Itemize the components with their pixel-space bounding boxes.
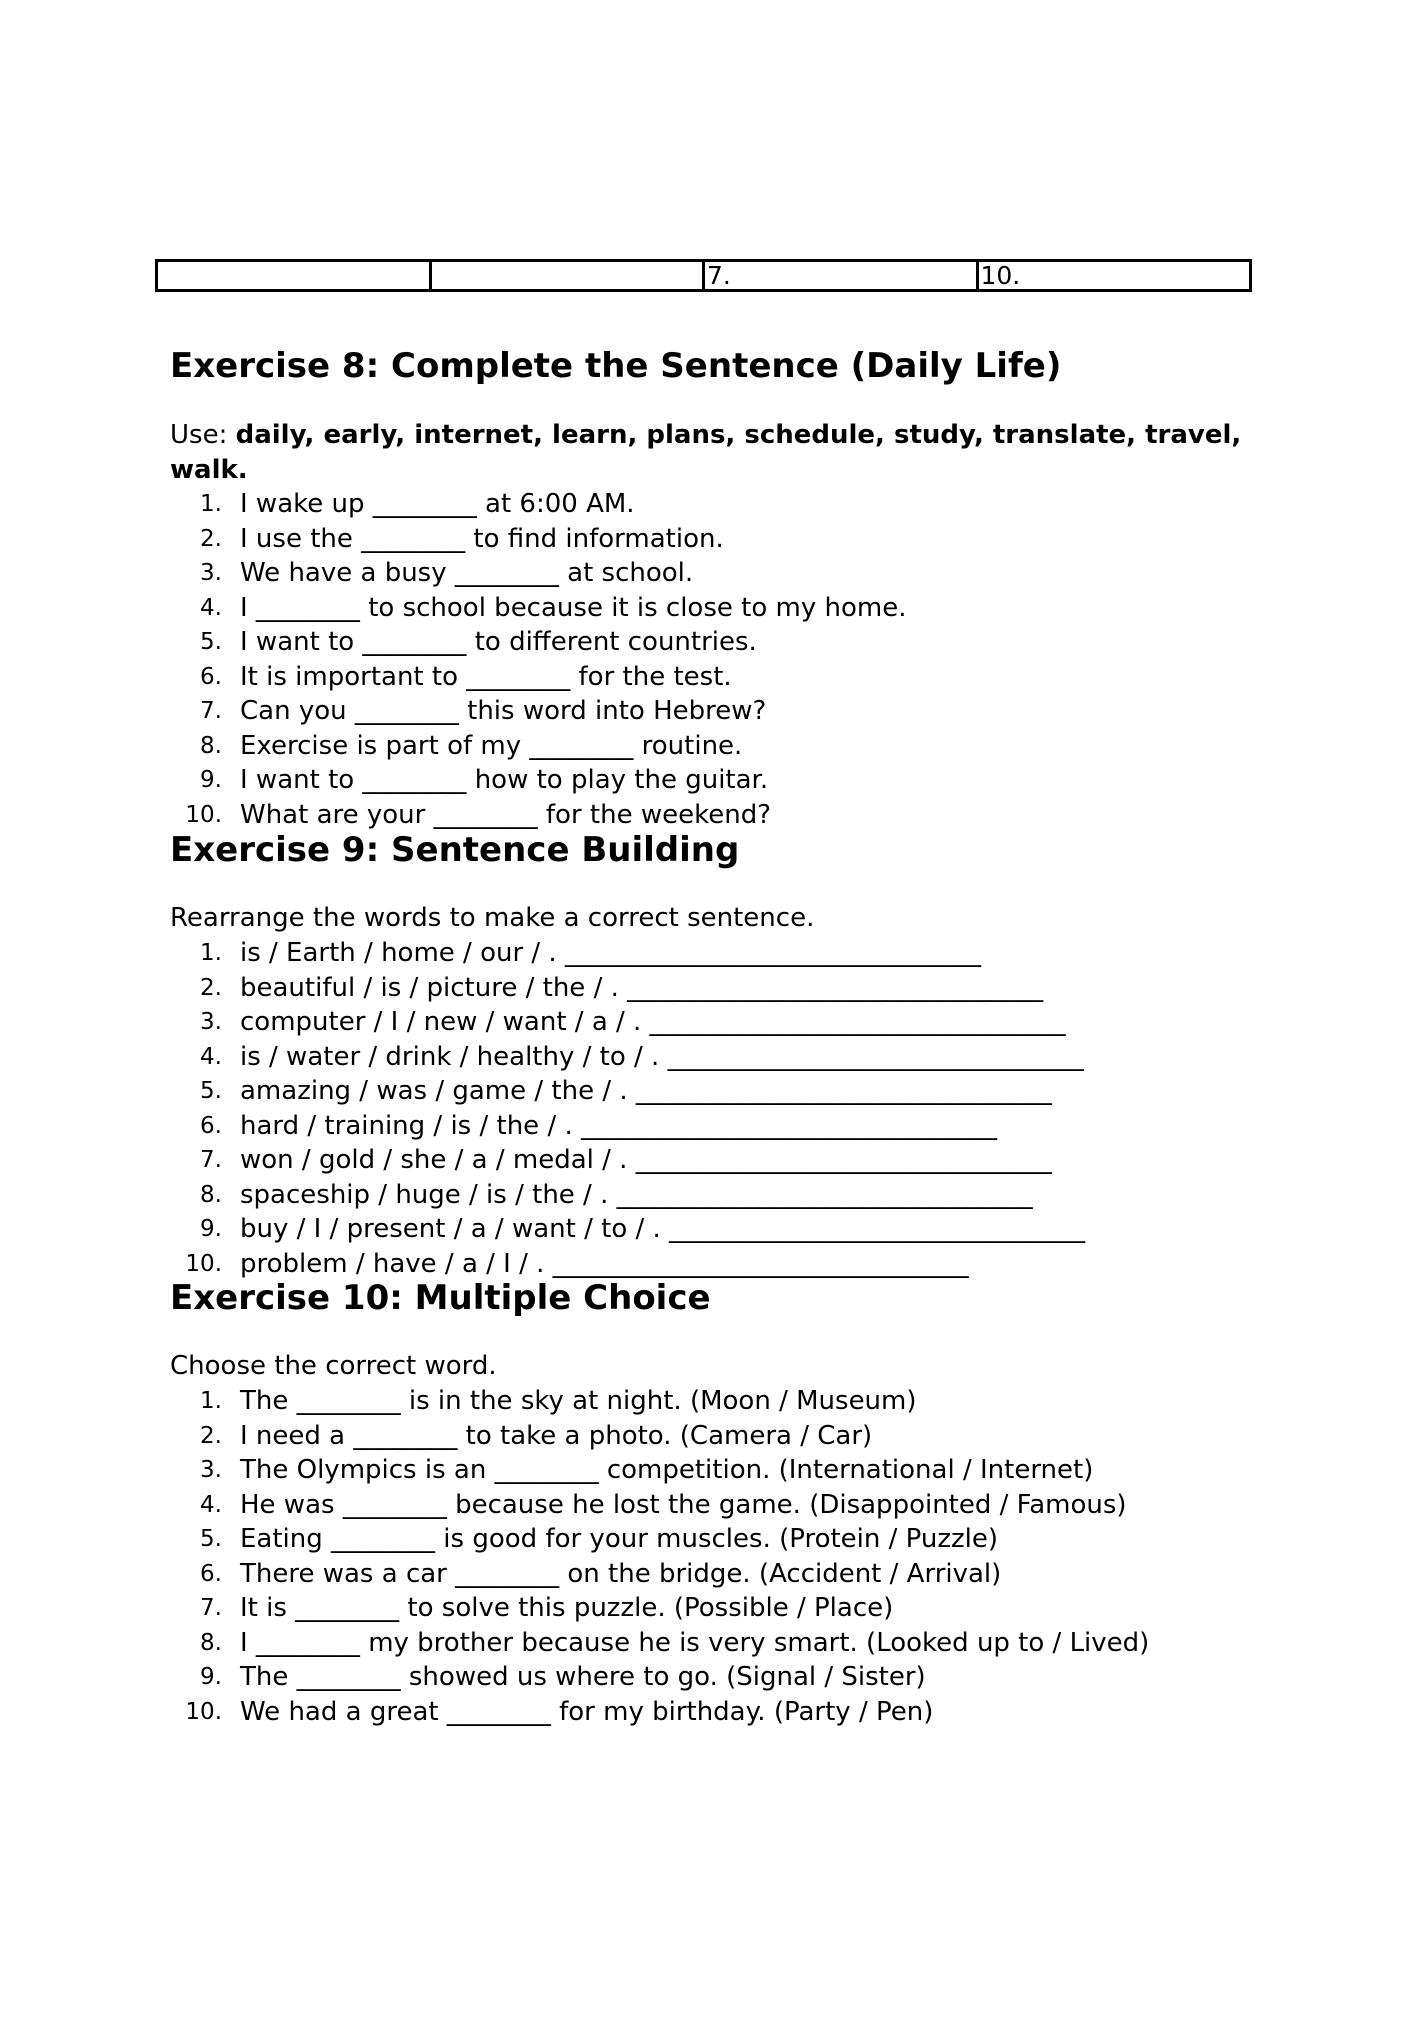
item-text: He was ________ because he lost the game. (Disappointed / Famous) [240, 1489, 1127, 1520]
list-item [170, 1453, 1149, 1488]
list-item [170, 1419, 1149, 1454]
list-item [170, 1178, 1085, 1213]
list-item [170, 1695, 1149, 1730]
list-item [170, 1040, 1085, 1075]
word-bank-words: daily, early, internet, learn, plans, schedule, study, translate, travel, walk. [170, 420, 1242, 485]
item-number: 10. [185, 801, 222, 828]
list-item [170, 1488, 1149, 1523]
item-text: hard / training / is / the / . ________________________________ [240, 1110, 997, 1141]
word-bank-label: Use: [170, 420, 236, 450]
list-item [170, 625, 906, 660]
answer-table [155, 259, 1252, 292]
item-number: 6. [200, 1112, 222, 1139]
item-text: beautiful / is / picture / the / . ________________________________ [240, 972, 1044, 1003]
list-item [170, 1626, 1149, 1661]
list-item [170, 936, 1085, 971]
exercise-10-instruction: Choose the correct word. [170, 1351, 497, 1381]
list-item [170, 556, 906, 591]
item-number: 10. [185, 1698, 222, 1725]
exercise-8-word-bank [170, 418, 1280, 487]
exercise-9-list [170, 936, 1085, 1281]
list-item [170, 522, 906, 557]
item-number: 5. [200, 1078, 222, 1104]
list-item [170, 1247, 1085, 1282]
item-text: The ________ is in the sky at night. (Moon / Museum) [240, 1386, 917, 1416]
list-item [170, 487, 906, 522]
item-number: 4. [200, 1043, 222, 1070]
item-number: 2. [200, 525, 222, 552]
item-text: I wake up ________ at 6:00 AM. [240, 489, 635, 519]
list-item [170, 694, 906, 729]
item-text: computer / I / new / want / a / . ________________________________ [240, 1007, 1066, 1037]
item-text: I ________ my brother because he is very smart. (Looked up to / Lived) [240, 1627, 1150, 1658]
item-number: 7. [200, 1595, 222, 1621]
item-number: 8. [200, 1181, 222, 1208]
exercise-8-title: Exercise 8: Complete the Sentence (Daily Life) [170, 346, 1062, 386]
list-item [170, 1384, 1149, 1419]
item-text: I want to ________ to different countries. [240, 627, 757, 657]
item-number: 9. [200, 1664, 222, 1690]
answer-cell: 10. [977, 261, 1251, 291]
item-text: won / gold / she / a / medal / . ________________________________ [240, 1145, 1052, 1175]
item-number: 9. [200, 1216, 222, 1242]
item-number: 1. [200, 491, 222, 517]
item-number: 6. [200, 1560, 222, 1587]
item-text: The ________ showed us where to go. (Signal / Sister) [240, 1662, 926, 1692]
item-text: The Olympics is an ________ competition. (International / Internet) [240, 1455, 1094, 1485]
item-number: 3. [200, 560, 222, 586]
item-text: I want to ________ how to play the guitar. [240, 765, 769, 795]
item-text: problem / have / a / I / . ________________________________ [240, 1248, 969, 1279]
item-text: Eating ________ is good for your muscles. (Protein / Puzzle) [240, 1524, 999, 1554]
item-text: I ________ to school because it is close to my home. [240, 592, 907, 623]
item-text: We had a great ________ for my birthday. (Party / Pen) [240, 1696, 934, 1727]
item-text: There was a car ________ on the bridge. (Accident / Arrival) [240, 1558, 1002, 1589]
item-text: We have a busy ________ at school. [240, 558, 694, 588]
answer-cell: 7. [704, 261, 978, 291]
item-number: 8. [200, 732, 222, 759]
exercise-10-title: Exercise 10: Multiple Choice [170, 1278, 711, 1318]
answer-table-row [157, 261, 1251, 291]
exercise-9-title: Exercise 9: Sentence Building [170, 830, 740, 870]
item-number: 7. [200, 1147, 222, 1173]
item-number: 3. [200, 1009, 222, 1035]
exercise-9-instruction: Rearrange the words to make a correct sentence. [170, 903, 815, 933]
list-item [170, 1522, 1149, 1557]
answer-cell [157, 261, 431, 291]
item-number: 2. [200, 1422, 222, 1449]
item-number: 2. [200, 974, 222, 1001]
list-item [170, 1005, 1085, 1040]
list-item [170, 1109, 1085, 1144]
answer-cell [430, 261, 704, 291]
list-item [170, 1212, 1085, 1247]
item-text: It is ________ to solve this puzzle. (Possible / Place) [240, 1593, 894, 1623]
item-text: amazing / was / game / the / . ________________________________ [240, 1076, 1052, 1106]
item-number: 1. [200, 1388, 222, 1414]
item-text: Can you ________ this word into Hebrew? [240, 696, 767, 726]
item-number: 8. [200, 1629, 222, 1656]
item-text: spaceship / huge / is / the / . ________________________________ [240, 1179, 1033, 1210]
item-number: 9. [200, 767, 222, 793]
list-item [170, 1143, 1085, 1178]
item-number: 10. [185, 1250, 222, 1277]
item-number: 4. [200, 1491, 222, 1518]
item-text: buy / I / present / a / want / to / . ________________________________ [240, 1214, 1086, 1244]
list-item [170, 1591, 1149, 1626]
list-item [170, 1074, 1085, 1109]
item-number: 4. [200, 594, 222, 621]
item-text: I use the ________ to find information. [240, 523, 724, 554]
item-number: 5. [200, 629, 222, 655]
list-item [170, 729, 906, 764]
item-number: 3. [200, 1457, 222, 1483]
item-text: What are your ________ for the weekend? [240, 799, 771, 830]
exercise-10-list [170, 1384, 1149, 1729]
exercise-8-list [170, 487, 906, 832]
item-number: 1. [200, 940, 222, 966]
item-number: 7. [200, 698, 222, 724]
list-item [170, 763, 906, 798]
list-item [170, 591, 906, 626]
list-item [170, 971, 1085, 1006]
item-text: is / water / drink / healthy / to / . ________________________________ [240, 1041, 1084, 1072]
item-text: I need a ________ to take a photo. (Camera / Car) [240, 1420, 873, 1451]
list-item [170, 1660, 1149, 1695]
item-text: is / Earth / home / our / . ________________________________ [240, 938, 981, 968]
list-item [170, 1557, 1149, 1592]
item-text: Exercise is part of my ________ routine. [240, 730, 743, 761]
item-number: 6. [200, 663, 222, 690]
list-item [170, 798, 906, 833]
item-text: It is important to ________ for the test. [240, 661, 732, 692]
list-item [170, 660, 906, 695]
item-number: 5. [200, 1526, 222, 1552]
